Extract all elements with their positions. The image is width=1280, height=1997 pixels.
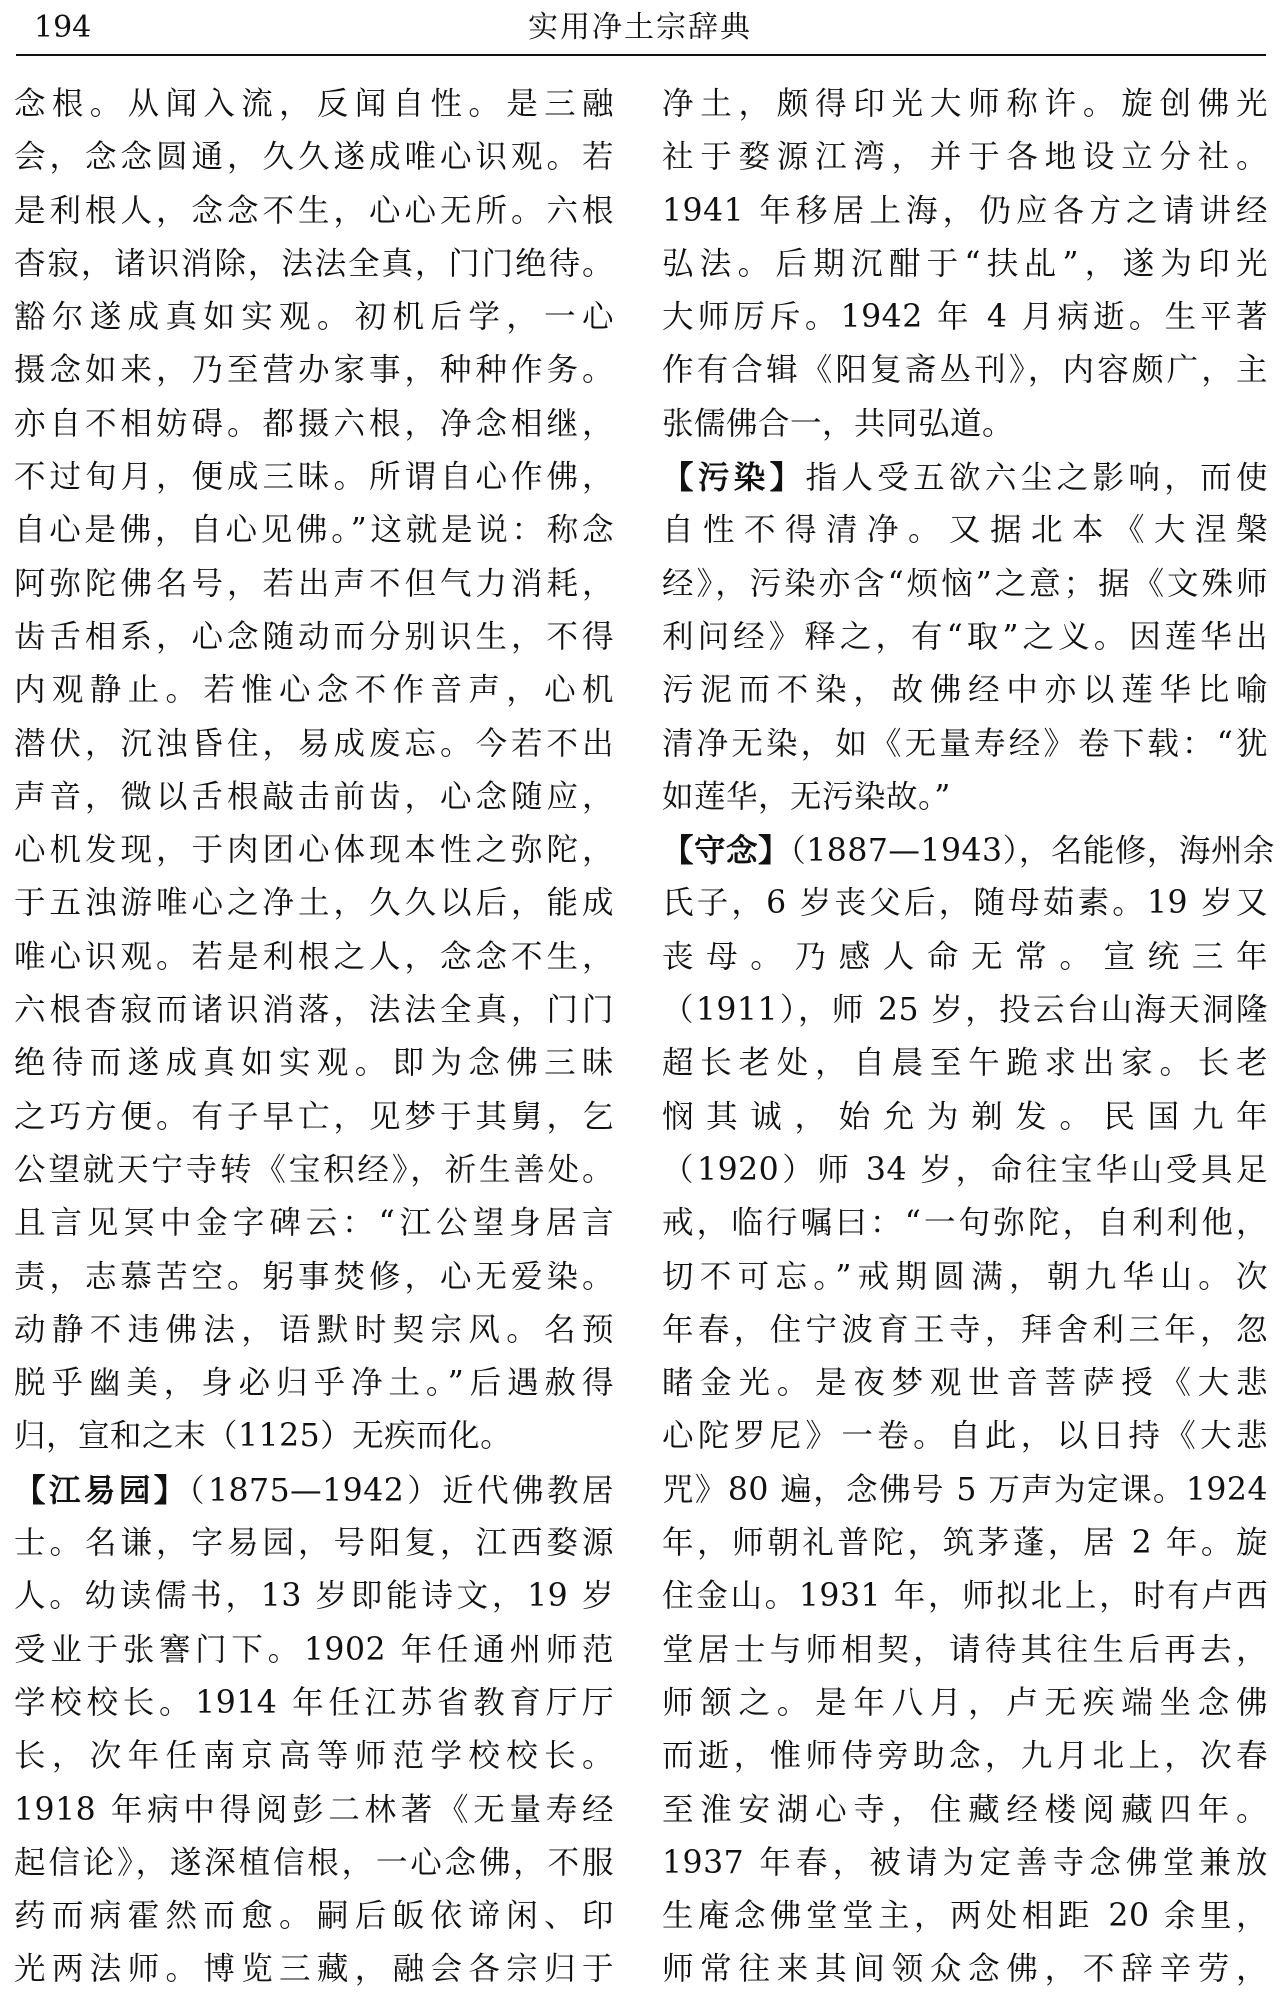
text-line: （1920）师 34 岁，命往宝华山受具足 <box>662 1151 1268 1188</box>
text-line: 杳寂，诸识消除，法法全真，门门绝待。 <box>14 245 614 282</box>
page-number: 194 <box>34 10 92 45</box>
text-line: 唯心识观。若是利根之人，念念不生， <box>14 938 614 975</box>
text-line: 切不可忘。”戒期圆满，朝九华山。次 <box>662 1258 1268 1295</box>
text-line: 堂居士与师相契，请待其往生后再去， <box>662 1631 1268 1668</box>
text-line: 作有合辑《阳复斋丛刊》，内容颇广，主 <box>662 352 1268 389</box>
right-column <box>662 78 1275 1988</box>
text-line: 人。幼读儒书，13 岁即能诗文，19 岁 <box>14 1578 614 1615</box>
text-line: 年，师朝礼普陀，筑茅蓬，居 2 年。旋 <box>662 1525 1268 1562</box>
text-line: 是利根人，念念不生，心心无所。六根 <box>14 192 614 229</box>
text-line <box>662 451 1268 504</box>
text-line: 经》，污染亦含“烦恼”之意；据《文殊师 <box>662 565 1268 602</box>
text-line: 摄念如来，乃至营办家事，种种作务。 <box>14 352 614 389</box>
text-line: 悯其诚，始允为剃发。民国九年 <box>662 1098 1268 1135</box>
text-line: 士。名谦，字易园，号阳复，江西婺源 <box>14 1525 614 1562</box>
text-line: 张儒佛合一，共同弘道。 <box>662 405 1015 442</box>
text-line: 药而病霍然而愈。嗣后皈依谛闲、印 <box>14 1898 614 1935</box>
text-line: 丧母。乃感人命无常。宣统三年 <box>662 938 1268 975</box>
text-line: 长，次年任南京高等师范学校校长。 <box>14 1738 614 1775</box>
text-line: 脱乎幽美，身必归乎净土。”后遇赦得 <box>14 1365 614 1402</box>
entry-headword: 【守念】 <box>662 832 791 870</box>
text-line: 大师厉斥。1942 年 4 月病逝。生平著 <box>662 299 1268 336</box>
text-line: 至淮安湖心寺，住藏经楼阅藏四年。 <box>662 1791 1268 1828</box>
running-title: 实用净土宗辞典 <box>528 10 752 45</box>
text-line: （1911），师 25 岁，投云台山海天洞隆 <box>662 992 1268 1029</box>
page-header <box>0 0 1280 62</box>
text-line: 弘法。后期沉酣于“扶乩”，遂为印光 <box>662 245 1268 282</box>
text-line: 会，念念圆通，久久遂成唯心识观。若 <box>14 139 614 176</box>
text-line: 不过旬月，便成三昧。所谓自心作佛， <box>14 459 614 496</box>
text-line: 动静不违佛法，语默时契宗风。名预 <box>14 1311 614 1348</box>
text-line: 心陀罗尼》一卷。自此，以日持《大悲 <box>662 1418 1268 1455</box>
left-column <box>14 78 614 1988</box>
text-line: 生庵念佛堂堂主，两处相距 20 余里， <box>662 1898 1268 1935</box>
text-line: 氏子，6 岁丧父后，随母茹素。19 岁又 <box>662 885 1268 922</box>
text-line: 于五浊游唯心之净土，久久以后，能成 <box>14 885 614 922</box>
entry-text: 指人受五欲六尘之影响，而使 <box>805 460 1268 497</box>
header-rule <box>16 54 1266 56</box>
text-line: 戒，临行嘱曰：“一句弥陀，自利利他， <box>662 1205 1268 1242</box>
text-line: 公望就天宁寺转《宝积经》，祈生善处。 <box>14 1151 614 1188</box>
text-line: 光两法师。博览三藏，融会各宗归于 <box>14 1951 614 1988</box>
text-line <box>14 1464 614 1517</box>
text-line: 年春，住宁波育王寺，拜舍利三年，忽 <box>662 1311 1268 1348</box>
text-line: 利问经》释之，有“取”之义。因莲华出 <box>662 618 1268 655</box>
text-line: 社于婺源江湾，并于各地设立分社。 <box>662 139 1268 176</box>
text-line: 清净无染，如《无量寿经》卷下载：“犹 <box>662 725 1268 762</box>
text-line: 归，宣和之末（1125）无疾而化。 <box>14 1418 513 1455</box>
entry-headword: 【污染】 <box>662 459 806 497</box>
text-line: 阿弥陀佛名号，若出声不但气力消耗， <box>14 565 614 602</box>
text-line: 潜伏，沉浊昏住，易成废忘。今若不出 <box>14 725 614 762</box>
text-line: 师颔之。是年八月，卢无疾端坐念佛 <box>662 1684 1268 1721</box>
text-line: 住金山。1931 年，师拟北上，时有卢西 <box>662 1578 1268 1615</box>
text-line: 声音，微以舌根敲击前齿，心念随应， <box>14 778 614 815</box>
text-line: 绝待而遂成真如实观。即为念佛三昧 <box>14 1045 614 1082</box>
text-line: 内观静止。若惟心念不作音声，心机 <box>14 672 614 709</box>
text-line: 学校校长。1914 年任江苏省教育厅厅 <box>14 1684 614 1721</box>
entry-text: （1887—1943），名能修，海州余 <box>790 833 1275 870</box>
text-line: 之巧方便。有子早亡，见梦于其舅，乞 <box>14 1098 614 1135</box>
text-line: 如莲华，无污染故。” <box>662 778 951 815</box>
entry-headword: 【江易园】 <box>14 1471 189 1509</box>
text-line: 且言见冥中金字碑云：“江公望身居言 <box>14 1205 614 1242</box>
text-line: 自心是佛，自心见佛。”这就是说：称念 <box>14 512 614 549</box>
text-line: 心机发现，于肉团心体现本性之弥陀， <box>14 832 614 869</box>
text-line: 念根。从闻入流，反闻自性。是三融 <box>14 86 614 122</box>
text-line: 净土，颇得印光大师称许。旋创佛光 <box>662 86 1268 122</box>
text-line: 睹金光。是夜梦观世音菩萨授《大悲 <box>662 1365 1268 1402</box>
text-line: 1937 年春，被请为定善寺念佛堂兼放 <box>662 1844 1268 1881</box>
text-line: 咒》80 遍，念佛号 5 万声为定课。1924 <box>662 1471 1268 1508</box>
text-line: 师常往来其间领众念佛，不辞辛劳， <box>662 1951 1268 1988</box>
text-line: 而逝，惟师侍旁助念，九月北上，次春 <box>662 1738 1268 1775</box>
text-line: 亦自不相妨碍。都摄六根，净念相继， <box>14 405 614 442</box>
text-line: 责，志慕苦空。躬事焚修，心无爱染。 <box>14 1258 614 1295</box>
text-line: 受业于张謇门下。1902 年任通州师范 <box>14 1631 614 1668</box>
text-line: 六根杳寂而诸识消落，法法全真，门门 <box>14 992 614 1029</box>
text-line: 起信论》，遂深植信根，一心念佛，不服 <box>14 1844 614 1881</box>
text-line: 自性不得清净。又据北本《大涅槃 <box>662 512 1268 549</box>
text-line: 1941 年移居上海，仍应各方之请讲经 <box>662 192 1268 229</box>
text-line <box>662 824 1275 877</box>
text-line: 1918 年病中得阅彭二林著《无量寿经 <box>14 1791 614 1828</box>
text-line: 超长老处，自晨至午跪求出家。长老 <box>662 1045 1268 1082</box>
entry-text: （1875—1942）近代佛教居 <box>188 1472 614 1509</box>
text-line: 污泥而不染，故佛经中亦以莲华比喻 <box>662 672 1268 709</box>
text-line: 齿舌相系，心念随动而分别识生，不得 <box>14 618 614 655</box>
text-line: 豁尔遂成真如实观。初机后学，一心 <box>14 299 614 336</box>
